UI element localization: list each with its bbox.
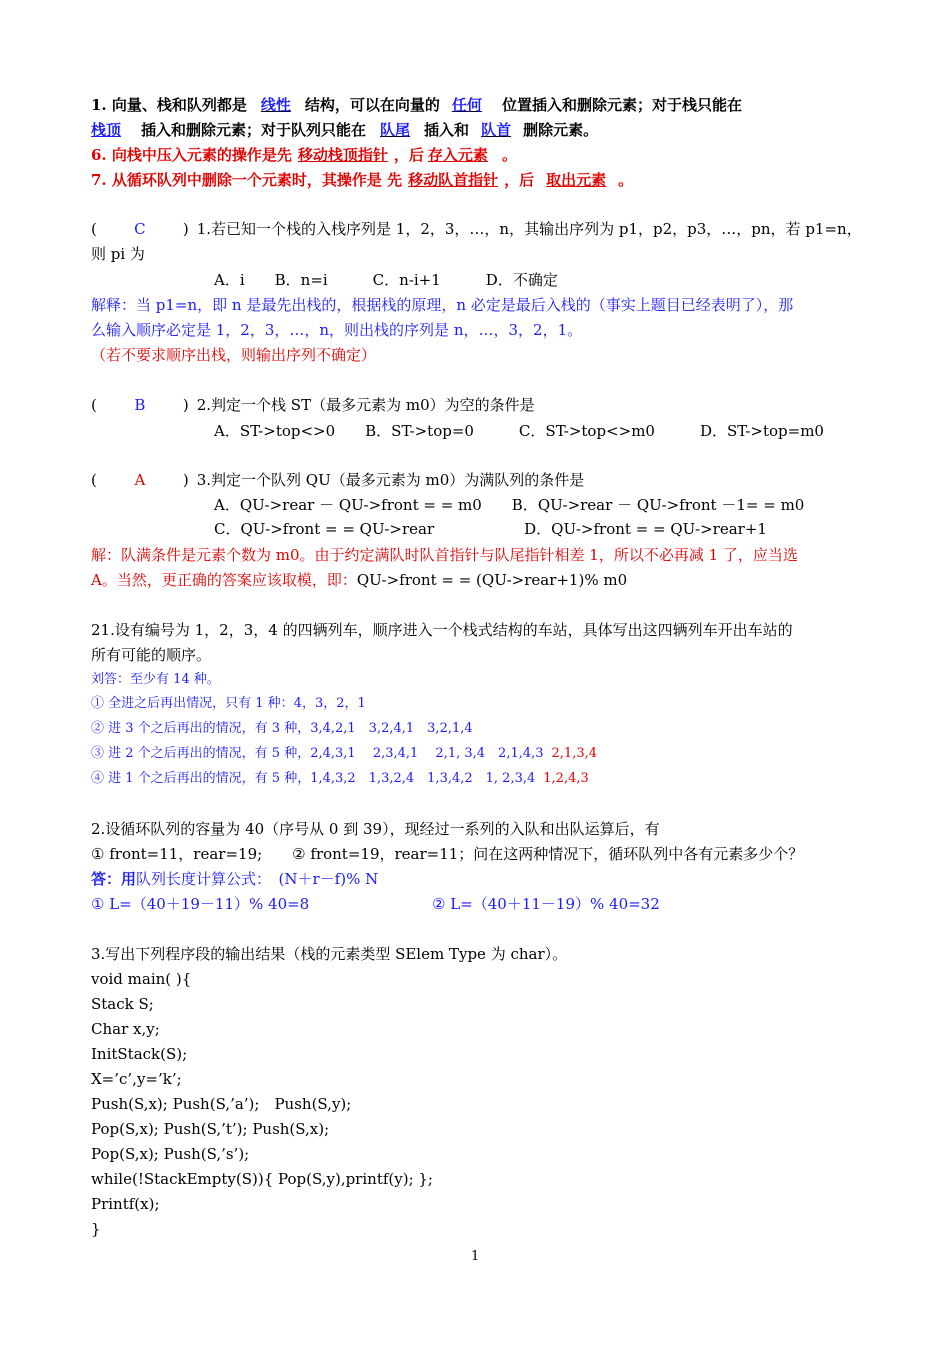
fill-text: 。 [618,171,634,189]
fill-text: 结构，可以在向量的 [304,96,440,114]
paren-open: ( [91,471,97,489]
paren-close: ) [182,220,189,238]
answer-case: ② 进 3 个之后再出的情况，有 3 种，3,4,2,1 3,2,4,1 3,2,1,4 [91,721,473,736]
code-line: X=’c’,y=’k’; [91,1070,182,1088]
code-line: InitStack(S); [91,1045,188,1063]
explanation: 解释：当 p1=n，即 n 是最先出栈的，根据栈的原理，n 必定是最后入栈的（事实上题目已经表明了），那 [91,296,794,314]
fill-text: 插入和删除元素；对于队列只能在 [141,121,367,139]
code-line: void main( ){ [91,970,192,988]
answer-case-highlight: 2,1,3,4 [551,746,598,761]
q2-stem-line [91,395,535,415]
fill-text: 删除元素。 [523,121,599,139]
explanation: 么输入顺序必定是 1，2，3，…，n，则出栈的序列是 n，…，3，2，1。 [91,321,583,339]
fill-text: 插入和 [424,121,470,139]
code-line: while(!StackEmpty(S)){ Pop(S,y),printf(y); }; [91,1170,433,1188]
question-stem: 则 pi 为 [91,245,145,263]
blank-answer: 取出元素 [546,171,607,189]
question-stem: 21.设有编号为 1，2，3，4 的四辆列车，顺序进入一个栈式结构的车站，具体写出这四辆列车开出车站的 [91,621,793,639]
answer-result-1: ① L=（40＋19－11）% 40=8 [91,895,310,913]
fill-text: 7. 从循环队列中删除一个元素时，其操作是 先 [91,171,403,189]
question-stem: 3.判定一个队列 QU（最多元素为 m0）为满队列的条件是 [196,471,585,489]
explanation-note: （若不要求顺序出栈，则输出序列不确定） [91,346,377,364]
code-line: } [91,1220,101,1238]
answer-result-2: ② L=（40＋11－19）% 40=32 [432,895,660,913]
answer-letter: B [134,396,146,414]
code-line: Pop(S,x); Push(S,’t’); Push(S,x); [91,1120,330,1138]
answer-letter: A [134,471,146,489]
question-stem: 1.若已知一个栈的入栈序列是 1，2，3，…，n，其输出序列为 p1，p2，p3，…，pn，若 p1=n， [196,220,862,238]
blank-answer: 移动队首指针 [408,171,499,189]
question-options: A．ST->top<>0 B．ST->top=0 C．ST->top<>m0 D．ST->top=m0 [214,422,824,440]
explanation: 解：队满条件是元素个数为 m0。由于约定满队时队首指针与队尾指针相差 1，所以不必再减 1 了，应当选 [91,546,798,564]
answer-case-highlight: 1,2,4,3 [543,771,589,786]
blank-answer: 队尾 [380,121,411,139]
fill-line-4 [91,170,633,190]
fill-text: 1. 向量、栈和队列都是 [91,96,247,114]
blank-answer: 队首 [481,121,512,139]
answer-summary: 刘答：至少有 14 种。 [91,672,220,687]
answer-case: ① 全进之后再出情况，只有 1 种：4，3，2，1 [91,696,366,711]
answer-label: 答：用 [91,870,137,888]
blank-answer: 线性 [260,96,291,114]
code-line: Stack S; [91,995,154,1013]
answer-case: ④ 进 1 个之后再出的情况，有 5 种，1,4,3,2 1,3,2,4 1,3,4,2 1, 2,3,4 [91,771,536,786]
fill-text: 。 [501,146,517,164]
code-line: Push(S,x); Push(S,’a’); Push(S,y); [91,1095,352,1113]
code-line: Char x,y; [91,1020,160,1038]
paren-close: ) [182,396,189,414]
answer-line [91,869,378,889]
fill-line-3 [91,145,517,165]
question-options: A．QU->rear － QU->front = = m0 B．QU->rear － QU->front －1= = m0 [214,496,805,514]
fill-line-1 [91,95,742,115]
question-stem: 2.判定一个栈 ST（最多元素为 m0）为空的条件是 [196,396,535,414]
q1-stem-line [91,219,862,239]
question-stem: 3.写出下列程序段的输出结果（栈的元素类型 SElem Type 为 char）。 [91,945,568,963]
code-line: Pop(S,x); Push(S,’s’); [91,1145,250,1163]
paren-open: ( [91,220,97,238]
explanation-formula: QU->front = = (QU->rear+1)% m0 [356,571,628,589]
fill-text: ，后 [393,146,424,164]
q3-stem-line [91,470,584,490]
question-stem: 所有可能的顺序。 [91,646,212,664]
answer-case: ③ 进 2 个之后再出的情况，有 5 种，2,4,3,1 2,3,4,1 2,1, 3,4 2,1,4,3 [91,746,544,761]
paren-open: ( [91,396,97,414]
blank-answer: 存入元素 [427,146,488,164]
fill-text: 6. 向栈中压入元素的操作是先 [91,146,292,164]
blank-answer: 栈顶 [91,121,122,139]
fill-text: ，后 [504,171,535,189]
fill-line-2 [91,120,598,140]
question-cases: ① front=11，rear=19; ② front=19，rear=11；问在这两种情况下，循环队列中各有元素多少个？ [91,845,804,863]
question-options: A．i B．n=i C．n-i+1 D．不确定 [214,271,558,289]
page-number: 1 [471,1249,480,1264]
answer-formula: 队列长度计算公式： (N＋r－f)% N [136,870,379,888]
answer-letter: C [134,220,146,238]
paren-close: ) [182,471,189,489]
blank-answer: 移动栈顶指针 [297,146,388,164]
fill-text: 位置插入和删除元素；对于栈只能在 [501,96,742,114]
answer-case-3 [91,744,597,764]
q3-exp-line-2 [91,570,627,590]
question-stem: 2.设循环队列的容量为 40（序号从 0 到 39），现经过一系列的入队和出队运算后，有 [91,820,660,838]
question-options: C．QU->front = = QU->rear D．QU->front = = QU->rear+1 [214,520,767,538]
answer-case-4 [91,769,589,789]
blank-answer: 任何 [451,96,482,114]
explanation: A。当然，更正确的答案应该取模，即： [91,571,357,589]
code-line: Printf(x); [91,1195,160,1213]
